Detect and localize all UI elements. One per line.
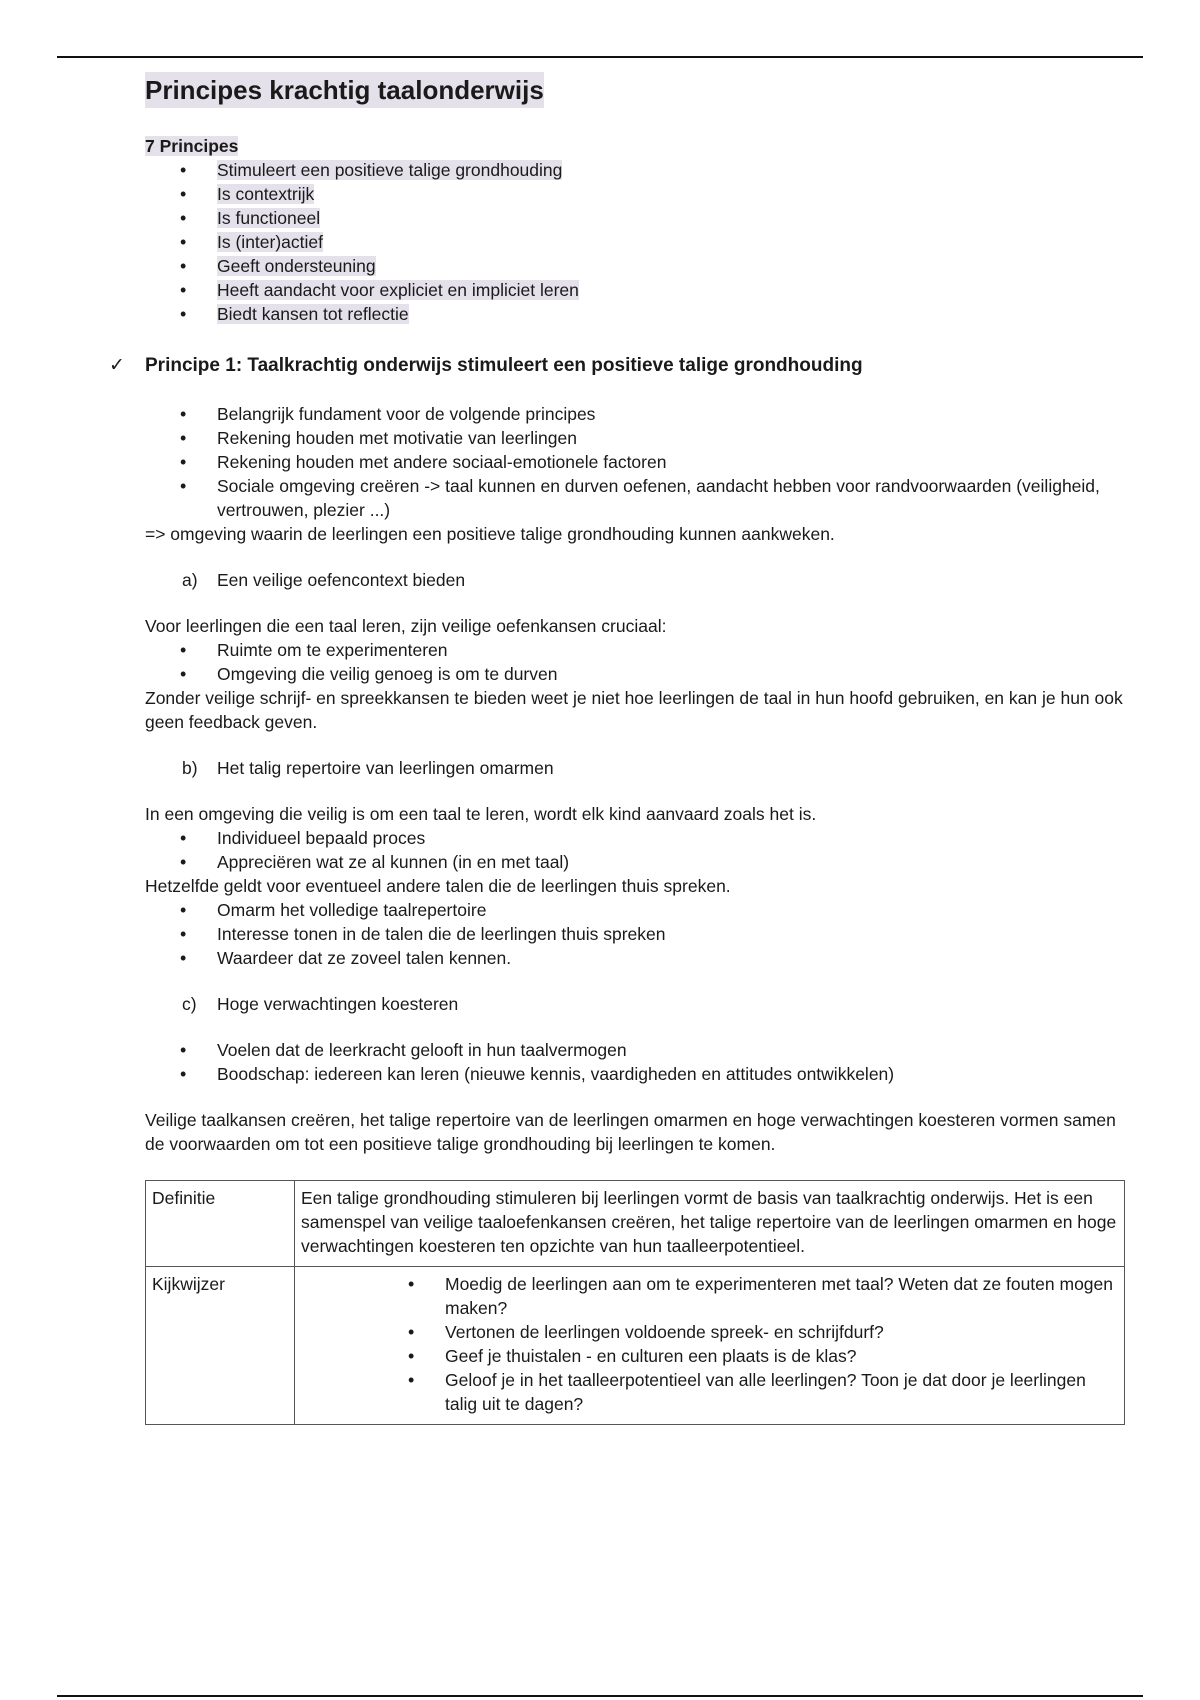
definition-table [145, 1180, 1125, 1425]
list-item: • Moedig de leerlingen aan om te experimenteren met taal? Weten dat ze fouten mogen maken? [295, 1272, 1118, 1320]
list-item: • Belangrijk fundament voor de volgende principes [145, 402, 1125, 426]
definition-label: Definitie [146, 1181, 295, 1267]
list-item: • Vertonen de leerlingen voldoende spreek- en schrijfdurf? [295, 1320, 1118, 1344]
document-page [109, 72, 1125, 1425]
list-item: • Sociale omgeving creëren -> taal kunnen en durven oefenen, aandacht hebben voor randvoorwaarden (veiligheid, vertrouwen, plezier ...) [145, 474, 1125, 522]
list-item: • Boodschap: iedereen kan leren (nieuwe kennis, vaardigheden en attitudes ontwikkelen) [145, 1062, 1125, 1086]
list-item: • Is contextrijk [145, 182, 1125, 206]
list-item: • Waardeer dat ze zoveel talen kennen. [145, 946, 1125, 970]
list-item: • Biedt kansen tot reflectie [145, 302, 1125, 326]
list-item: • Omgeving die veilig genoeg is om te durven [145, 662, 1125, 686]
list-item: • Omarm het volledige taalrepertoire [145, 898, 1125, 922]
list-item: • Rekening houden met andere sociaal-emotionele factoren [145, 450, 1125, 474]
section-b-intro: In een omgeving die veilig is om een taal te leren, wordt elk kind aanvaard zoals het is. [145, 804, 817, 824]
list-item: • Individueel bepaald proces [145, 826, 1125, 850]
section-b-bullets-1 [145, 826, 1125, 874]
principles-list [145, 158, 1125, 326]
kijkwijzer-list [295, 1272, 1118, 1416]
principle-1-heading: ✓ Principe 1: Taalkrachtig onderwijs stimuleert een positieve talige grondhouding [145, 352, 1125, 380]
section-a-bullets [145, 638, 1125, 686]
list-item: • Geeft ondersteuning [145, 254, 1125, 278]
list-item: • Heeft aandacht voor expliciet en impliciet leren [145, 278, 1125, 302]
list-item: • Ruimte om te experimenteren [145, 638, 1125, 662]
definition-text: Een talige grondhouding stimuleren bij leerlingen vormt de basis van taalkrachtig onderwijs. Het is een samenspel van veilige taaloefenkansen creëren, het talige repertoire van de leerlingen omarmen en hoge verwachtingen koesteren ten opzichte van hun taalleerpotentieel. [295, 1181, 1125, 1267]
kijkwijzer-label: Kijkwijzer [146, 1267, 295, 1425]
page-title: Principes krachtig taalonderwijs [145, 72, 544, 108]
list-item: • Voelen dat de leerkracht gelooft in hun taalvermogen [145, 1038, 1125, 1062]
table-row [146, 1181, 1125, 1267]
section-b-bullets-2 [145, 898, 1125, 970]
summary-paragraph: Veilige taalkansen creëren, het talige repertoire van de leerlingen omarmen en hoge verwachtingen koesteren vormen samen de voorwaarden om tot een positieve talige grondhouding bij leerlingen te komen. [145, 1110, 1116, 1154]
top-rule [57, 56, 1143, 58]
section-c-heading: c) Hoge verwachtingen koesteren [182, 994, 459, 1014]
table-row [146, 1267, 1125, 1425]
list-item: • Stimuleert een positieve talige grondhouding [145, 158, 1125, 182]
section-b-middle: Hetzelfde geldt voor eventueel andere talen die de leerlingen thuis spreken. [145, 876, 731, 896]
list-item: • Geef je thuistalen - en culturen een plaats is de klas? [295, 1344, 1118, 1368]
list-item: • Is functioneel [145, 206, 1125, 230]
list-item: • Rekening houden met motivatie van leerlingen [145, 426, 1125, 450]
list-item: • Appreciëren wat ze al kunnen (in en met taal) [145, 850, 1125, 874]
section-c-bullets [145, 1038, 1125, 1086]
checkmark-icon: ✓ [109, 355, 125, 376]
principles-heading: 7 Principes [145, 136, 239, 156]
section-a-heading: a) Een veilige oefencontext bieden [182, 570, 466, 590]
section-a-intro: Voor leerlingen die een taal leren, zijn veilige oefenkansen cruciaal: [145, 616, 667, 636]
bottom-rule [57, 1695, 1143, 1697]
kijkwijzer-cell [295, 1267, 1125, 1425]
list-item: • Interesse tonen in de talen die de leerlingen thuis spreken [145, 922, 1125, 946]
section-a-after: Zonder veilige schrijf- en spreekkansen te bieden weet je niet hoe leerlingen de taal in hun hoofd gebruiken, en kan je hun ook geen feedback geven. [145, 688, 1123, 732]
principle-1-bullets [145, 402, 1125, 522]
section-b-heading: b) Het talig repertoire van leerlingen omarmen [182, 758, 554, 778]
list-item: • Is (inter)actief [145, 230, 1125, 254]
principle-1-conclusion: => omgeving waarin de leerlingen een positieve talige grondhouding kunnen aankweken. [145, 524, 835, 544]
list-item: • Geloof je in het taalleerpotentieel van alle leerlingen? Toon je dat door je leerlingen talig uit te dagen? [295, 1368, 1118, 1416]
